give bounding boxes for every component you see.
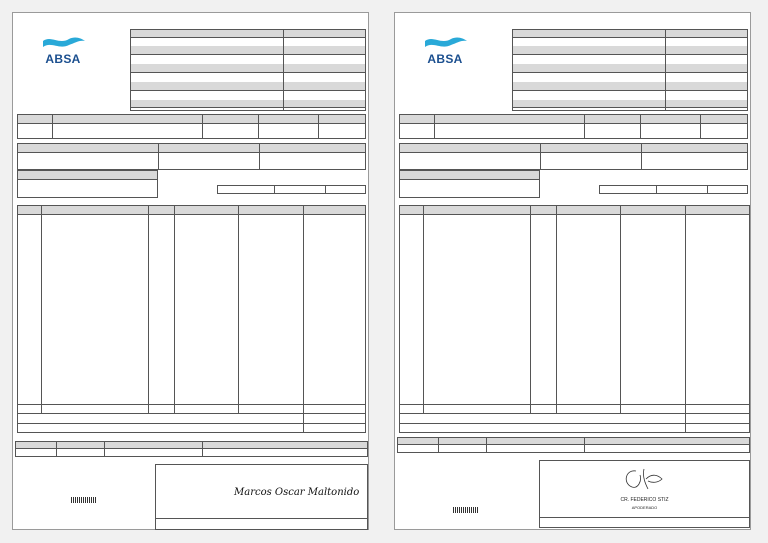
logo-text: ABSA [427, 52, 463, 66]
signature-box [539, 460, 750, 528]
invoice-page-2 [394, 12, 751, 530]
handwritten-signature-icon [618, 465, 668, 495]
date-strip [217, 185, 366, 194]
signatory-title: APODERADO [631, 505, 658, 510]
absa-logo [39, 35, 87, 65]
date-strip [599, 185, 748, 194]
signature: Marcos Oscar Maltonido [234, 487, 360, 498]
items-table [399, 205, 750, 433]
logo-wave-icon [421, 35, 469, 53]
absa-logo [421, 35, 469, 65]
client-row-table [17, 114, 366, 139]
logo-text: ABSA [45, 52, 81, 66]
conditions-table [399, 170, 540, 198]
items-table [17, 205, 366, 433]
client-row-table [399, 114, 748, 139]
address-table [17, 143, 366, 170]
totals-strip [397, 437, 750, 453]
logo-wave-icon [39, 35, 87, 53]
signatory-name: CR. FEDERICO STIZ [620, 497, 669, 503]
totals-strip [15, 441, 368, 457]
header-info-table [512, 29, 748, 111]
conditions-table [17, 170, 158, 198]
header-info-table [130, 29, 366, 111]
address-table [399, 143, 748, 170]
signature-box [155, 464, 368, 530]
barcode [71, 497, 97, 503]
barcode [453, 507, 479, 513]
invoice-page-1 [12, 12, 369, 530]
